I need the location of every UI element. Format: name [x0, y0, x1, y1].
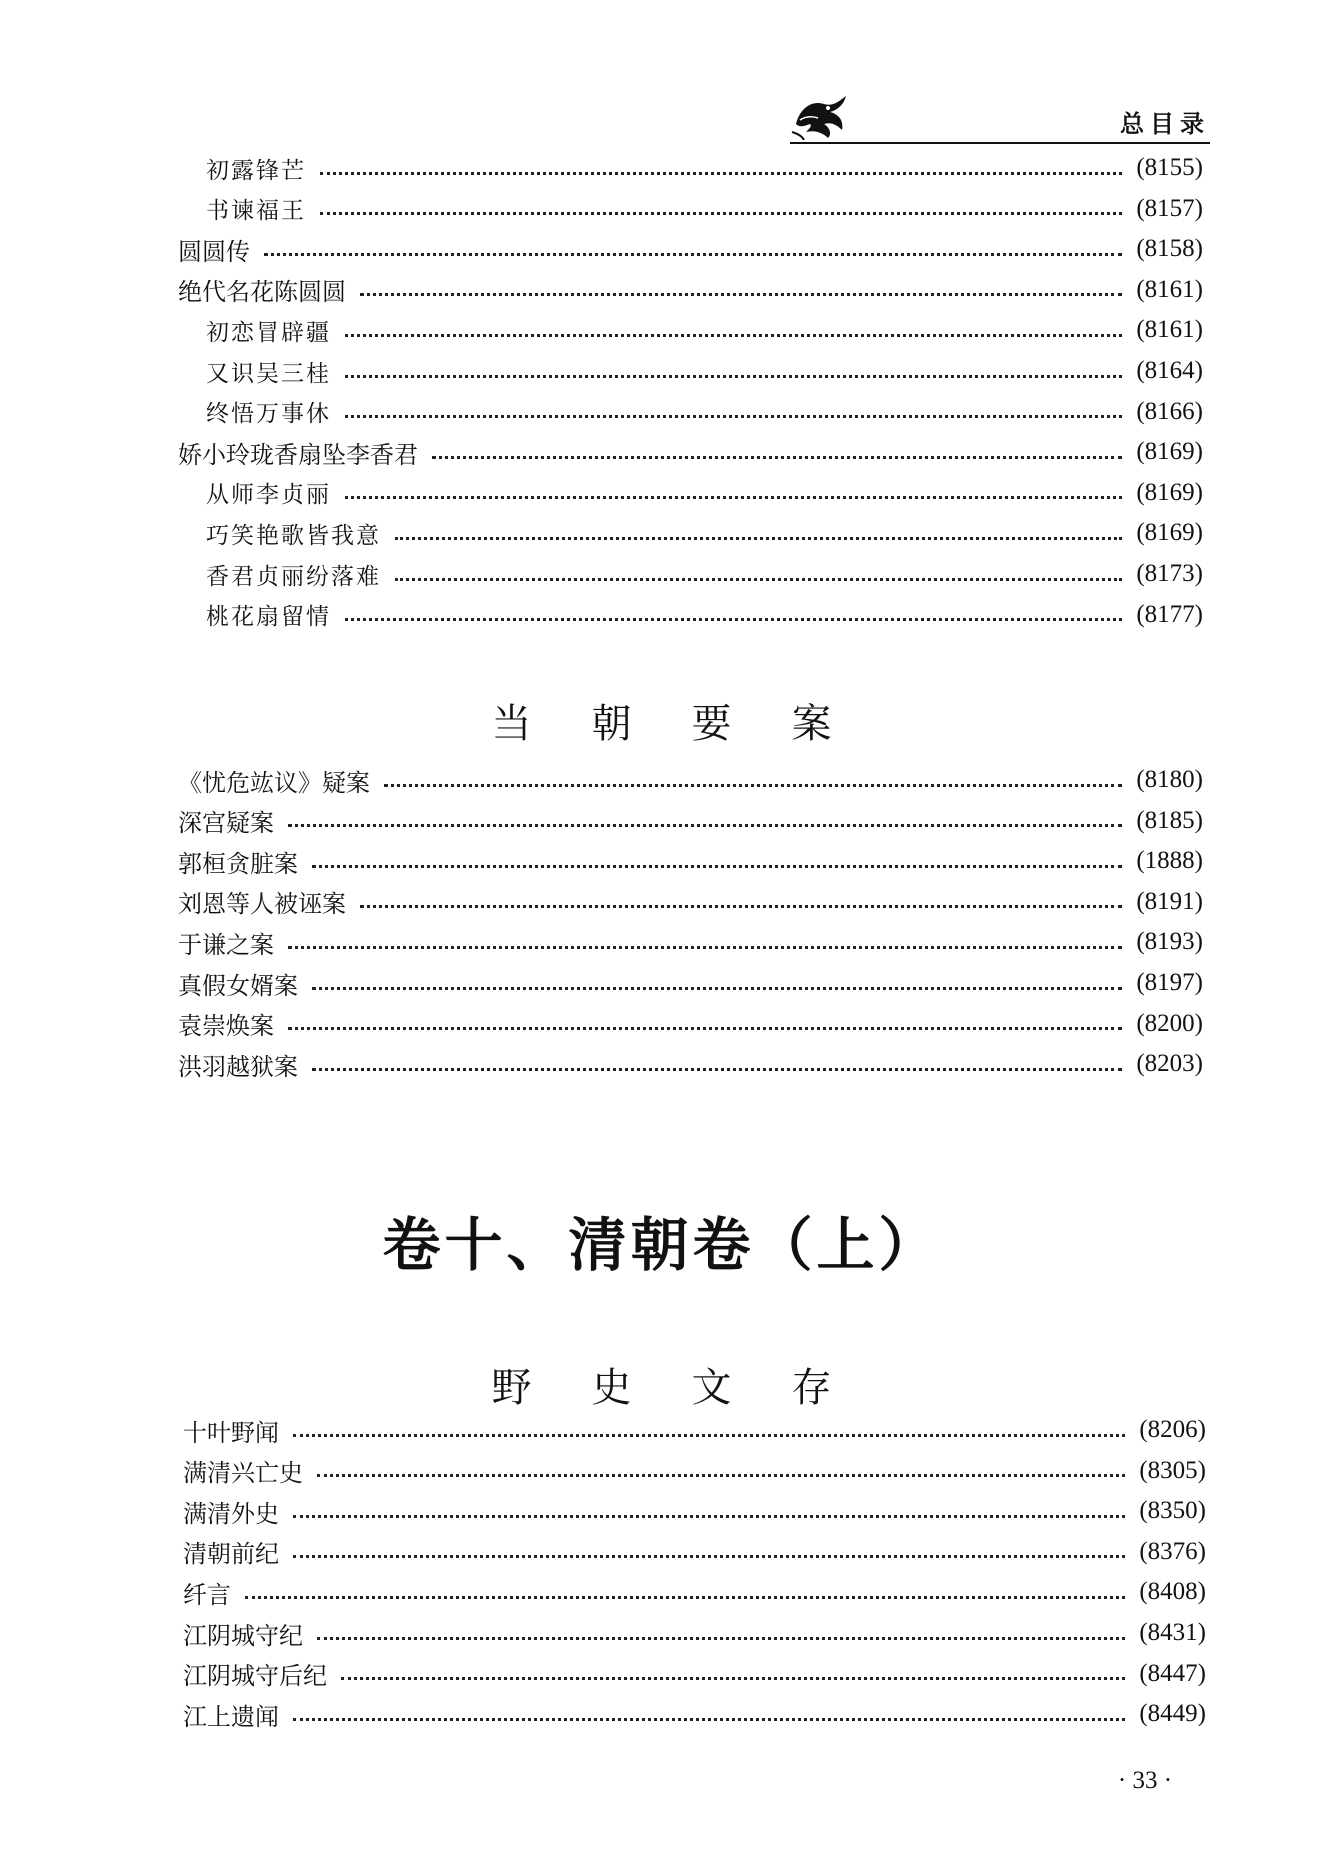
toc-entry-title: 书谏福王 — [206, 198, 306, 225]
toc-entry-title: 于谦之案 — [178, 930, 274, 959]
dot-leader — [360, 905, 1122, 908]
toc-entry-title: 江上遗闻 — [183, 1702, 279, 1731]
dot-leader — [360, 293, 1122, 296]
dot-leader — [293, 1555, 1125, 1558]
toc-entry-page: (8200) — [1136, 1009, 1203, 1037]
toc-entry-page: (8431) — [1139, 1619, 1206, 1646]
dot-leader — [395, 537, 1122, 540]
dot-leader — [345, 334, 1122, 337]
toc-entry-page: (8305) — [1139, 1456, 1206, 1484]
dot-leader — [345, 415, 1122, 418]
toc-entry — [178, 841, 1203, 881]
dot-leader — [317, 1637, 1125, 1640]
toc-entry-title: 纤言 — [183, 1580, 231, 1609]
toc-entry-page: (8447) — [1139, 1659, 1206, 1687]
dot-leader — [293, 1515, 1125, 1518]
dot-leader — [317, 1474, 1125, 1477]
dragon-logo-icon — [790, 90, 852, 140]
toc-entry — [206, 554, 1203, 594]
toc-entry — [206, 513, 1203, 553]
toc-entry-page: (8161) — [1136, 275, 1203, 303]
toc-entry-page: (8193) — [1136, 928, 1203, 956]
dot-leader — [312, 1068, 1122, 1071]
toc-entry-page: (8203) — [1136, 1050, 1203, 1078]
toc-entry — [206, 148, 1203, 188]
dot-leader — [384, 784, 1122, 787]
dot-leader — [293, 1718, 1125, 1721]
toc-entry — [183, 1410, 1206, 1450]
toc-entry — [178, 801, 1203, 841]
toc-entry-title: 娇小玲珑香扇坠李香君 — [178, 440, 418, 469]
toc-entry — [206, 473, 1203, 513]
toc-entry-title: 从师李贞丽 — [206, 482, 331, 509]
dot-leader — [341, 1677, 1125, 1680]
toc-entry — [178, 229, 1203, 269]
toc-entry — [183, 1694, 1206, 1734]
toc-entry-title: 真假女婿案 — [178, 971, 298, 1000]
toc-entry — [178, 922, 1203, 962]
dot-leader — [320, 212, 1122, 215]
page-number: · 33 · — [1117, 1767, 1173, 1794]
toc-entry — [183, 1532, 1206, 1572]
toc-entry — [178, 432, 1203, 472]
toc-entry — [206, 351, 1203, 391]
toc-entry-title: 清朝前纪 — [183, 1540, 279, 1569]
toc-entry-page: (8166) — [1136, 397, 1203, 425]
toc-entry-title: 《忧危竑议》疑案 — [178, 768, 370, 797]
toc-entry-page: (8161) — [1136, 316, 1203, 344]
toc-entry-title: 终悟万事休 — [206, 401, 331, 428]
toc-entry — [178, 882, 1203, 922]
volume-title: 卷十、清朝卷（上） — [382, 1211, 941, 1279]
dot-leader — [320, 172, 1122, 175]
section-heading-1: 当朝要案 — [491, 701, 892, 747]
toc-entry-page: (8180) — [1136, 766, 1203, 793]
dot-leader — [312, 865, 1122, 868]
toc-entry-page: (8449) — [1139, 1700, 1206, 1728]
toc-entry-title: 深宫疑案 — [178, 809, 274, 838]
dot-leader — [288, 824, 1122, 827]
toc-entry-title: 洪羽越狱案 — [178, 1052, 298, 1081]
toc-entry-page: (8169) — [1136, 519, 1203, 547]
toc-entry — [183, 1613, 1206, 1653]
toc-entry-page: (8197) — [1136, 969, 1203, 996]
toc-entry-title: 初恋冒辟疆 — [206, 319, 331, 346]
dot-leader — [312, 987, 1122, 990]
toc-entry — [183, 1654, 1206, 1694]
toc-entry-title: 初露锋芒 — [206, 157, 306, 184]
toc-entry — [178, 1004, 1203, 1044]
toc-entry-title: 又识吴三桂 — [206, 360, 331, 387]
toc-entry-title: 袁崇焕案 — [178, 1012, 274, 1041]
dot-leader — [245, 1596, 1125, 1599]
toc-entry — [183, 1572, 1206, 1612]
header-rule — [790, 142, 1210, 144]
toc-entry-page: (8185) — [1136, 806, 1203, 834]
toc-entry — [183, 1491, 1206, 1531]
toc-entry-page: (8173) — [1136, 560, 1203, 587]
toc-entry — [178, 963, 1203, 1003]
toc-entry-title: 桃花扇留情 — [206, 604, 331, 631]
toc-entry-page: (8169) — [1136, 478, 1203, 506]
toc-entry-title: 圆圆传 — [178, 237, 250, 266]
toc-entry — [206, 392, 1203, 432]
toc-entry-page: (8177) — [1136, 600, 1203, 628]
toc-entry-page: (8191) — [1136, 887, 1203, 915]
toc-entry-title: 十叶野闻 — [183, 1418, 279, 1447]
toc-entry-title: 绝代名花陈圆圆 — [178, 278, 346, 307]
toc-entry-page: (8158) — [1136, 235, 1203, 263]
toc-entry-title: 香君贞丽纷落难 — [206, 563, 381, 590]
dot-leader — [293, 1434, 1125, 1437]
toc-entry — [206, 595, 1203, 635]
header-title: 总目录 — [1120, 110, 1210, 138]
toc-entry — [178, 270, 1203, 310]
dot-leader — [395, 578, 1122, 581]
toc-entry-title: 郭桓贪脏案 — [178, 849, 298, 878]
dot-leader — [288, 1027, 1122, 1030]
toc-entry-page: (8408) — [1139, 1578, 1206, 1606]
toc-entry-page: (8376) — [1139, 1537, 1206, 1565]
dot-leader — [345, 375, 1122, 378]
toc-entry-title: 满清兴亡史 — [183, 1459, 303, 1488]
toc-entry-title: 巧笑艳歌皆我意 — [206, 522, 381, 549]
toc-entry-title: 江阴城守纪 — [183, 1621, 303, 1650]
toc-entry-title: 刘恩等人被诬案 — [178, 890, 346, 919]
toc-entry — [178, 1044, 1203, 1084]
toc-entry-page: (8157) — [1136, 194, 1203, 222]
toc-entry — [183, 1451, 1206, 1491]
page-header — [790, 86, 1210, 146]
toc-entry-page: (8206) — [1139, 1416, 1206, 1443]
toc-entry — [206, 310, 1203, 350]
toc-entry-page: (1888) — [1136, 847, 1203, 875]
dot-leader — [432, 456, 1122, 459]
dot-leader — [288, 946, 1122, 949]
dot-leader — [264, 253, 1122, 256]
section-heading-2: 野史文存 — [491, 1365, 892, 1411]
toc-entry-title: 满清外史 — [183, 1499, 279, 1528]
toc-entry-page: (8155) — [1136, 154, 1203, 181]
toc-entry — [178, 760, 1203, 800]
toc-entry — [206, 189, 1203, 229]
toc-entry-page: (8350) — [1139, 1497, 1206, 1525]
dot-leader — [345, 618, 1122, 621]
toc-entry-page: (8164) — [1136, 357, 1203, 384]
dot-leader — [345, 496, 1122, 499]
toc-entry-title: 江阴城守后纪 — [183, 1662, 327, 1691]
toc-entry-page: (8169) — [1136, 438, 1203, 466]
